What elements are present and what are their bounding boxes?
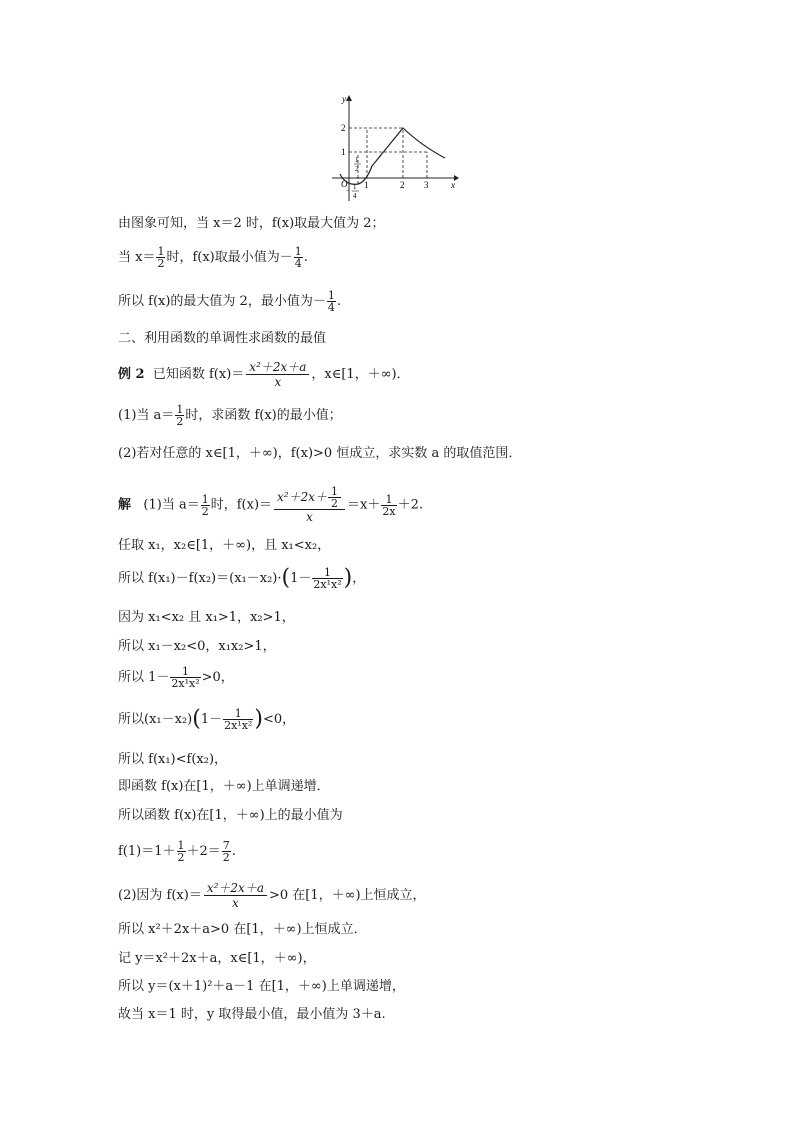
fraction: $\frac{1}{2}$ bbox=[177, 839, 185, 864]
line-min-point: 当 x＝ $\frac{1}{2}$ 时，f(x)取最小值为－ $\frac{1}{4}$ . bbox=[118, 245, 308, 270]
y-tick-1: 1 bbox=[341, 147, 346, 157]
fraction: $\frac{\text{x²＋2x＋a}}{x}$ bbox=[246, 360, 309, 389]
step-7: 所以 f(x₁)<f(x₂)， bbox=[118, 752, 228, 767]
section-heading: 二、利用函数的单调性求函数的最值 bbox=[118, 331, 327, 346]
example-2: 例 2 已知函数 f(x)＝ $\frac{\text{x²＋2x＋a}}{x}$ ，x∈[1，＋∞)． bbox=[118, 360, 410, 389]
quarter-neg: − bbox=[346, 187, 350, 195]
y-tick-2: 2 bbox=[341, 123, 346, 133]
fraction: $\frac{1}{2}$ bbox=[201, 492, 209, 518]
part-2-line-1: (2)因为 f(x)＝ $\frac{\text{x²＋2x＋a}}{x}$ >0 在[1，＋∞)上恒成立， bbox=[118, 881, 426, 910]
step-8: 即函数 f(x)在[1，＋∞)上单调递增． bbox=[118, 779, 330, 794]
part-2-line-5: 故当 x＝1 时，y 取得最小值，最小值为 3＋a. bbox=[118, 1007, 386, 1022]
step-9: 所以函数 f(x)在[1，＋∞)上的最小值为 bbox=[118, 808, 343, 823]
fraction: x²＋2x＋ $\frac{1}{2}$ x bbox=[274, 486, 345, 524]
fraction: $\frac{1}{\text{2x¹x²}}$ bbox=[224, 707, 253, 732]
x-tick-2: 2 bbox=[400, 180, 405, 190]
half-den: 2 bbox=[355, 165, 359, 173]
step-6: 所以(x₁－x₂)(1－ $\frac{1}{\text{2x¹x²}}$ )<0， bbox=[118, 706, 296, 732]
step-10: f(1)＝1＋ $\frac{1}{2}$ ＋2＝ $\frac{7}{2}$ . bbox=[118, 839, 236, 864]
step-3: 因为 x₁<x₂ 且 x₁>1，x₂>1， bbox=[118, 610, 295, 625]
example-label: 例 2 bbox=[118, 367, 145, 382]
y-axis-label: y bbox=[342, 94, 346, 104]
fraction: $\frac{1}{\text{2x¹x²}}$ bbox=[171, 665, 200, 690]
fraction: $\frac{7}{2}$ bbox=[222, 839, 230, 864]
y-axis-arrow-icon bbox=[346, 95, 352, 101]
step-4: 所以 x₁－x₂<0，x₁x₂>1， bbox=[118, 639, 276, 654]
origin-label: O bbox=[341, 179, 348, 189]
fraction: $\frac{\text{x²＋2x＋a}}{x}$ bbox=[204, 881, 267, 910]
x-tick-1: 1 bbox=[364, 180, 369, 190]
step-1: 任取 x₁，x₂∈[1，＋∞)，且 x₁<x₂， bbox=[118, 538, 331, 553]
fraction: $\frac{1}{4}$ bbox=[294, 245, 302, 270]
question-1: (1)当 a＝ $\frac{1}{2}$ 时，求函数 f(x)的最小值； bbox=[118, 403, 342, 428]
fraction: $\frac{1}{2}$ bbox=[157, 245, 165, 270]
half-num: 1 bbox=[355, 156, 359, 164]
solution-label: 解 bbox=[118, 497, 132, 513]
question-2: (2)若对任意的 x∈[1，＋∞)，f(x)>0 恒成立，求实数 a 的取值范围． bbox=[118, 446, 522, 461]
x-axis-label: x bbox=[451, 180, 455, 190]
part-2-line-4: 所以 y＝(x＋1)²＋a－1 在[1，＋∞)上单调递增， bbox=[118, 979, 405, 994]
function-graph bbox=[330, 88, 460, 208]
fraction: $\frac{1}{\text{2x¹x²}}$ bbox=[313, 566, 342, 591]
solution-1: 解 (1)当 a＝ $\frac{1}{2}$ 时，f(x)＝ x²＋2x＋ $\frac{1}{2}$ x ＝x＋ $\frac{1}{2x}$ ＋2. bbox=[118, 485, 423, 524]
part-2-line-2: 所以 x²＋2x＋a>0 在[1，＋∞)上恒成立． bbox=[118, 922, 367, 937]
step-5: 所以 1－ $\frac{1}{\text{2x¹x²}}$ >0， bbox=[118, 665, 234, 690]
step-2: 所以 f(x₁)－f(x₂)＝(x₁－x₂)·(1－ $\frac{1}{\text{2x¹x²}}$ )， bbox=[118, 565, 366, 591]
quarter-num: 1 bbox=[353, 183, 357, 191]
part-2-line-3: 记 y＝x²＋2x＋a，x∈[1，＋∞)， bbox=[118, 951, 316, 966]
line-conclusion: 所以 f(x)的最大值为 2，最小值为－ $\frac{1}{4}$ . bbox=[118, 289, 341, 314]
fraction: $\frac{1}{2x}$ bbox=[382, 492, 396, 518]
quarter-den: 4 bbox=[353, 192, 357, 200]
fraction: $\frac{1}{4}$ bbox=[327, 289, 335, 314]
fraction: $\frac{1}{2}$ bbox=[176, 403, 184, 428]
x-tick-3: 3 bbox=[424, 180, 429, 190]
line-max-value: 由图象可知，当 x＝2 时，f(x)取最大值为 2； bbox=[118, 216, 385, 231]
